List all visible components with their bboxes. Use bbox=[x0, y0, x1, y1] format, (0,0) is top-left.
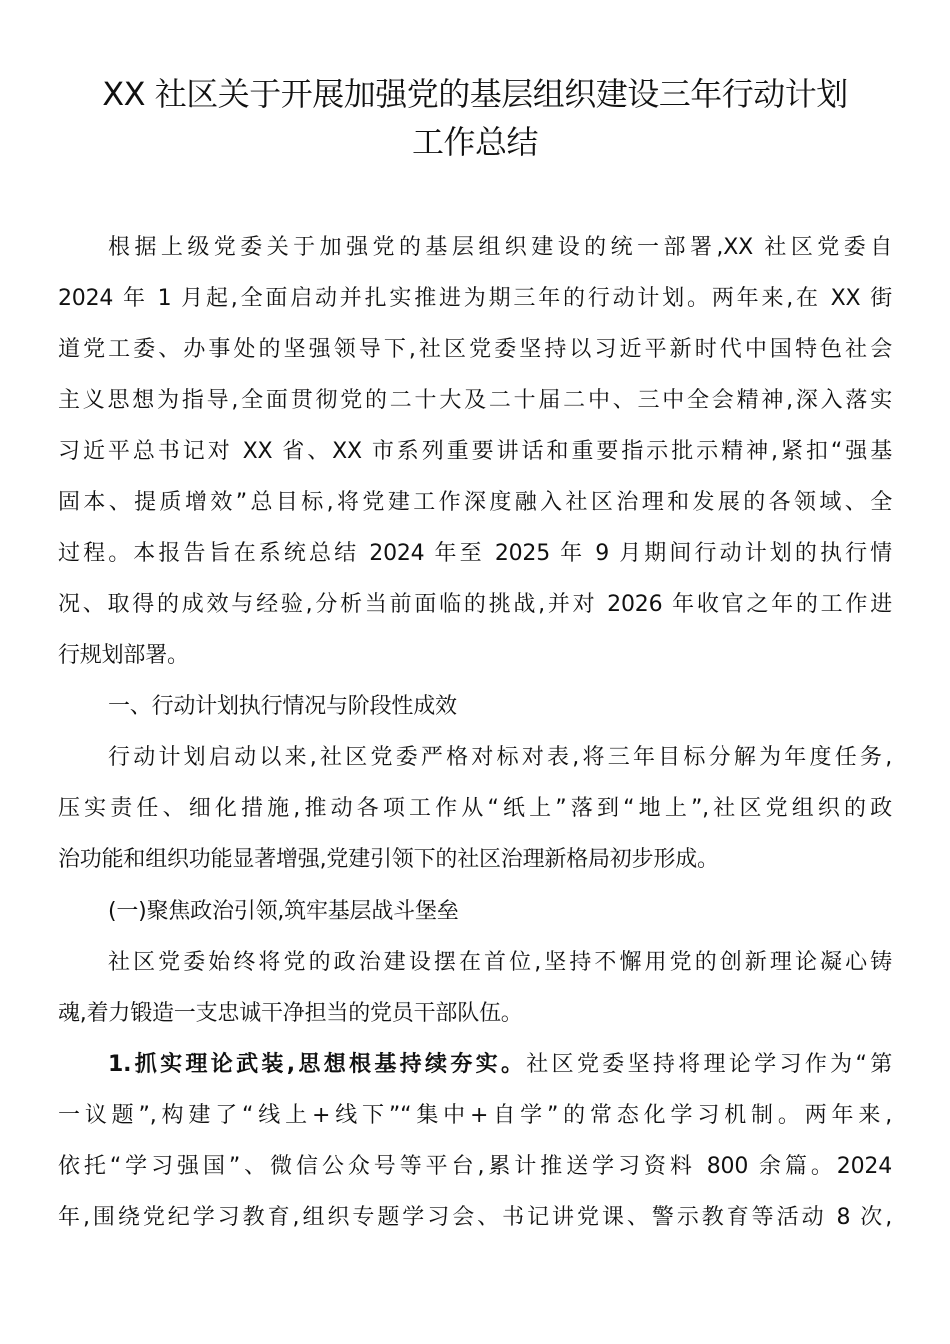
paragraph-line: 过程。本报告旨在系统总结 2024 年至 2025 年 9 月期间行动计划的执行情 bbox=[58, 541, 892, 566]
item-1-bold-lead: 1.抓实理论武装,思想根基持续夯实。 bbox=[108, 1052, 527, 1077]
paragraph-line: 况、取得的成效与经验,分析当前面临的挑战,并对 2026 年收官之年的工作进 bbox=[58, 592, 892, 617]
paragraph-line: 压实责任、细化措施,推动各项工作从“纸上”落到“地上”,社区党组织的政 bbox=[58, 796, 892, 821]
paragraph-line: 道党工委、办事处的坚强领导下,社区党委坚持以习近平新时代中国特色社会 bbox=[58, 337, 892, 362]
paragraph-line: 主义思想为指导,全面贯彻党的二十大及二十届二中、三中全会精神,深入落实 bbox=[58, 388, 892, 413]
paragraph-line: 年,围绕党纪学习教育,组织专题学习会、书记讲党课、警示教育等活动 8 次, bbox=[58, 1205, 892, 1230]
paragraph-line: 行规划部署。 bbox=[58, 643, 189, 668]
paragraph-line: 固本、提质增效”总目标,将党建工作深度融入社区治理和发展的各领域、全 bbox=[58, 490, 892, 515]
paragraph-line: 社区党委始终将党的政治建设摆在首位,坚持不懈用党的创新理论凝心铸 bbox=[108, 950, 892, 975]
subsection-heading-1: (一)聚焦政治引领,筑牢基层战斗堡垒 bbox=[108, 899, 459, 924]
document-title-line-1: XX 社区关于开展加强党的基层组织建设三年行动计划 bbox=[102, 75, 848, 113]
paragraph-line: 魂,着力锻造一支忠诚干净担当的党员干部队伍。 bbox=[58, 1001, 523, 1026]
paragraph-line: 依托“学习强国”、微信公众号等平台,累计推送学习资料 800 余篇。2024 bbox=[58, 1154, 892, 1179]
item-1-first-line bbox=[108, 1050, 892, 1080]
paragraph-line: 习近平总书记对 XX 省、XX 市系列重要讲话和重要指示批示精神,紧扣“强基 bbox=[58, 439, 892, 464]
section-heading-1: 一、行动计划执行情况与阶段性成效 bbox=[108, 694, 457, 719]
document-title-line-2: 工作总结 bbox=[411, 123, 538, 161]
paragraph-line: 根据上级党委关于加强党的基层组织建设的统一部署,XX 社区党委自 bbox=[108, 235, 892, 260]
paragraph-line: 一议题”,构建了“线上+线下”“集中+自学”的常态化学习机制。两年来, bbox=[58, 1103, 892, 1128]
paragraph-line: 治功能和组织功能显著增强,党建引领下的社区治理新格局初步形成。 bbox=[58, 847, 719, 872]
paragraph-line: 2024 年 1 月起,全面启动并扎实推进为期三年的行动计划。两年来,在 XX 街 bbox=[58, 286, 892, 311]
paragraph-line: 行动计划启动以来,社区党委严格对标对表,将三年目标分解为年度任务, bbox=[108, 745, 892, 770]
item-1-first-line-text: 社区党委坚持将理论学习作为“第 bbox=[526, 1052, 892, 1077]
